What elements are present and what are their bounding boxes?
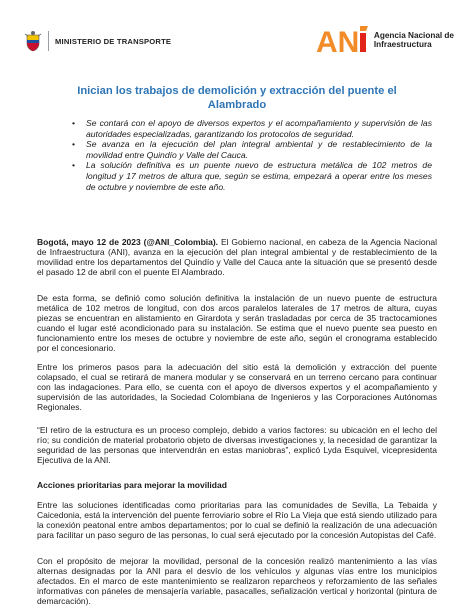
agency-name	[374, 31, 454, 49]
paragraph-priorities: Entre las soluciones identificadas como prioritarias para las comunidades de Sevilla, La Tebaida y Caicedonia, está la intervención del puente ferroviario sobre el Río La Vieja que está siendo utilizado para la conexión peatonal entre ambos departamentos; por lo cual se definió la realización de una adecuación para facilitar un paso seguro de las personas, lo cual será ejecutado por la concesión Autopistas del Café.	[37, 500, 437, 541]
ministry-name: MINISTERIO DE TRANSPORTE	[55, 36, 172, 46]
key-point-text: Se avanza en la ejecución del plan integral ambiental y de restablecimiento de la movilidad entre Quindío y Valle del Cauca.	[86, 139, 432, 160]
dateline: Bogotá, mayo 12 de 2023 (@ANI_Colombia).	[37, 237, 219, 247]
coat-of-arms-icon	[24, 30, 42, 52]
key-point	[72, 139, 432, 160]
key-point-text: Se contará con el apoyo de diversos expertos y el acompañamiento y supervisión de las autoridades especializadas, garantizando los protocolos de seguridad.	[86, 118, 432, 139]
ani-logo-icon	[316, 24, 370, 56]
agency-name-line2: Infraestructura	[373, 40, 432, 49]
paragraph-intro	[37, 237, 437, 277]
ani-logo-block	[316, 24, 454, 56]
key-points-list	[72, 118, 432, 192]
headline: Inician los trabajos de demolición y extracción del puente el Alambrado	[77, 85, 397, 111]
paragraph-quote: “El retiro de la estructura es un proceso complejo, debido a varios factores: su ubicación en el lecho del río; su condición de material probatorio objeto de diversas investigaciones y, la necesidad de garantizar la seguridad de las personas que intervendrán en estas maniobras”, explicó Lyda Esquivel, vicepresidenta Ejecutiva de la ANI.	[37, 425, 437, 466]
bullet-icon: •	[72, 160, 76, 171]
key-point-text: La solución definitiva es un puente nuevo de estructura metálica de 102 metros de longitud y 17 metros de altura que, según se estima, empezará a operar entre los meses de octubre y noviembre de este año.	[86, 160, 432, 192]
key-point	[72, 118, 432, 139]
svg-text:AN: AN	[315, 26, 360, 56]
ministry-logo-block	[24, 30, 171, 52]
paragraph-demolition: Entre los primeros pasos para la adecuación del sitio está la demolición y extracción del puente colapsado, el cual se retirará de manera modular y se conservará en un terreno cercano para continuar con las indagaciones. Para ello, se cuenta con el apoyo de diversos expertos y el acompañamiento y supervisión de las autoridades, la Sociedad Colombiana de Ingenieros y las Corporaciones Autónomas Regionales.	[37, 362, 437, 413]
bullet-icon: •	[72, 139, 76, 150]
header-divider	[48, 31, 49, 51]
paragraph-intro-text: El Gobierno nacional, en cabeza de la Agencia Nacional de Infraestructura (ANI), avanza en la ejecución del plan integral ambiental y de restablecimiento de la movilidad entre los departamentos del Quindío y Valle del Cauca ante la situación que se presentó desde el pasado 12 de abril con el puente El Alambrado.	[37, 237, 437, 278]
paragraph-solution: De esta forma, se definió como solución definitiva la instalación de un nuevo puente de estructura metálica de 102 metros de longitud, con dos arcos paralelos laterales de 17 metros de altura, cuyas piezas se encuentran en alistamiento en Girardota y serán trasladadas por cerca de 35 tractocamiones cuando el lugar esté acondicionado para su instalación. Se estima que el nuevo puente sea puesto en funcionamiento entre los meses de octubre y noviembre de este año, según el cronograma establecido por el concesionario.	[37, 293, 437, 354]
letterhead	[0, 0, 474, 78]
bullet-icon: •	[72, 118, 76, 128]
paragraph-maintenance: Con el propósito de mejorar la movilidad, personal de la concesión realizó mantenimiento a las vías alternas designadas por la ANI para el desvío de los vehículos y algunas vías entre los municipios afectados. En el marco de este mantenimiento se realizaron reparcheos y reforzamiento de las señales informativas con páneles de mensajería variable, pasacalles, señalización vertical y horizontal (pintura de demarcación).	[37, 556, 437, 607]
section-heading: Acciones prioritarias para mejorar la movilidad	[37, 480, 227, 490]
key-point	[72, 160, 432, 192]
agency-name-line1: Agencia Nacional de	[373, 31, 454, 40]
